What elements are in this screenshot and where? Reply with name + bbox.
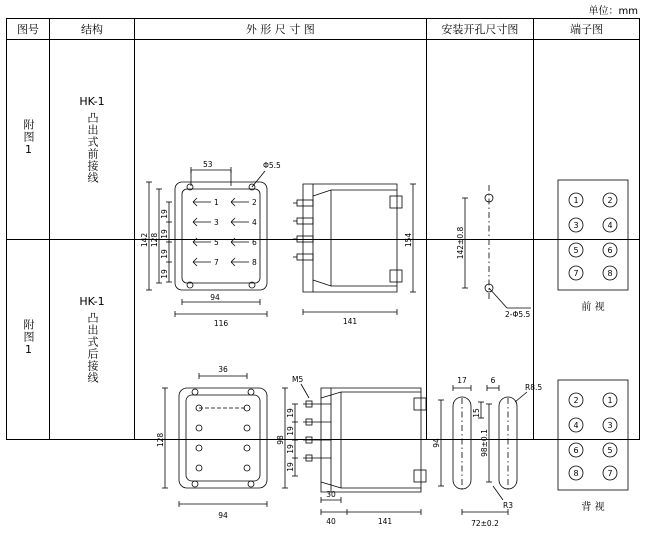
figure-number-cell [7, 40, 50, 240]
label-m5: M5 [292, 374, 304, 384]
header-figure-number: 图号 [7, 19, 50, 40]
structure-cell [50, 40, 135, 240]
dim-154: 154 [404, 232, 413, 247]
terminal-num-8: 8 [607, 268, 613, 278]
structure-type: 凸出式后接线 [86, 312, 99, 384]
terminal-1: 1 [214, 197, 219, 207]
terminal-num-7: 7 [607, 468, 613, 478]
structure-type: 凸出式前接线 [86, 112, 99, 184]
dim-53: 53 [203, 159, 213, 169]
structure-cell [50, 240, 135, 440]
outline-drawing-cell [135, 40, 427, 328]
terminal-num-1: 1 [573, 195, 579, 205]
dim-141: 141 [342, 316, 358, 326]
drawing-table [6, 18, 640, 528]
terminal-3: 3 [214, 217, 219, 227]
terminal-num-8: 8 [573, 468, 579, 478]
mounting-hole-cell [426, 40, 534, 319]
figure-number-label: 附图1 [22, 118, 35, 157]
dim-94: 94 [210, 292, 220, 302]
terminal-num-6: 6 [573, 445, 579, 455]
terminal-8: 8 [252, 257, 257, 267]
mounting-front-svg [427, 140, 547, 340]
dim-128-rear: 128 [156, 432, 165, 447]
dim-r3: R3 [502, 500, 513, 510]
dim-19a-rear: 19 [286, 407, 295, 418]
dim-2-phi55: 2-Φ5.5 [504, 309, 530, 319]
table-row [7, 40, 640, 240]
terminal-2: 2 [252, 197, 257, 207]
mounting-rear-svg [427, 340, 547, 540]
terminal-num-4: 4 [573, 420, 579, 430]
terminal-num-3: 3 [607, 420, 613, 430]
dim-98-tol: 98±0.1 [479, 428, 489, 457]
terminal-num-7: 7 [573, 268, 579, 278]
dim-19a: 19 [160, 208, 169, 219]
dim-40: 40 [326, 516, 336, 526]
terminal-6: 6 [252, 237, 257, 247]
dim-141-rear: 141 [377, 516, 393, 526]
header-mounting-hole: 安装开孔尺寸图 [426, 19, 534, 40]
figure-number-label: 附图1 [22, 318, 35, 357]
terminal-num-5: 5 [573, 245, 579, 255]
dim-36: 36 [218, 364, 228, 374]
outline-front-svg [135, 140, 465, 340]
dim-19b-rear: 19 [286, 425, 295, 436]
dim-94-mount: 94 [431, 437, 441, 448]
dim-98: 98 [276, 434, 285, 445]
dim-142-tol: 142±0.8 [455, 226, 465, 259]
header-terminal-diagram: 端子图 [534, 19, 640, 40]
terminal-diagram-cell [534, 40, 640, 313]
dim-17: 17 [456, 375, 467, 385]
header-outline-dimensions: 外 形 尺 寸 图 [135, 19, 427, 40]
terminal-rear-svg [534, 340, 646, 540]
terminal-num-2: 2 [573, 395, 579, 405]
dim-142: 142 [140, 232, 149, 247]
dim-19c: 19 [160, 248, 169, 259]
terminal-front-svg [534, 140, 646, 340]
dim-hole-dia: Φ5.5 [263, 160, 281, 170]
terminal-num-5: 5 [607, 445, 613, 455]
dim-116: 116 [213, 318, 229, 328]
terminal-view-caption: 背 视 [581, 501, 605, 513]
terminal-num-2: 2 [607, 195, 613, 205]
dim-19d-rear: 19 [286, 461, 295, 472]
terminal-num-1: 1 [607, 395, 613, 405]
dim-19b: 19 [160, 228, 169, 239]
dim-6: 6 [490, 375, 496, 385]
terminal-num-6: 6 [607, 245, 613, 255]
table-header-row [7, 19, 640, 40]
terminal-view-caption: 前 视 [581, 301, 605, 313]
dim-19d: 19 [160, 268, 169, 279]
figure-number-cell [7, 240, 50, 440]
terminal-5: 5 [214, 237, 219, 247]
unit-label: 单位：mm [588, 6, 638, 17]
terminal-7: 7 [214, 257, 219, 267]
dim-72-tol: 72±0.2 [470, 518, 499, 528]
structure-model: HK-1 [79, 295, 105, 308]
header-structure: 结构 [50, 19, 135, 40]
dim-30: 30 [326, 489, 336, 499]
terminal-num-3: 3 [573, 220, 579, 230]
dim-19c-rear: 19 [286, 443, 295, 454]
dim-128: 128 [150, 232, 159, 247]
dim-94-rear: 94 [218, 510, 228, 520]
dim-r85: R8.5 [524, 382, 542, 392]
outline-rear-svg [135, 340, 465, 540]
terminal-num-4: 4 [607, 220, 613, 230]
terminal-4: 4 [252, 217, 257, 227]
dim-15: 15 [471, 407, 481, 418]
structure-model: HK-1 [79, 95, 105, 108]
